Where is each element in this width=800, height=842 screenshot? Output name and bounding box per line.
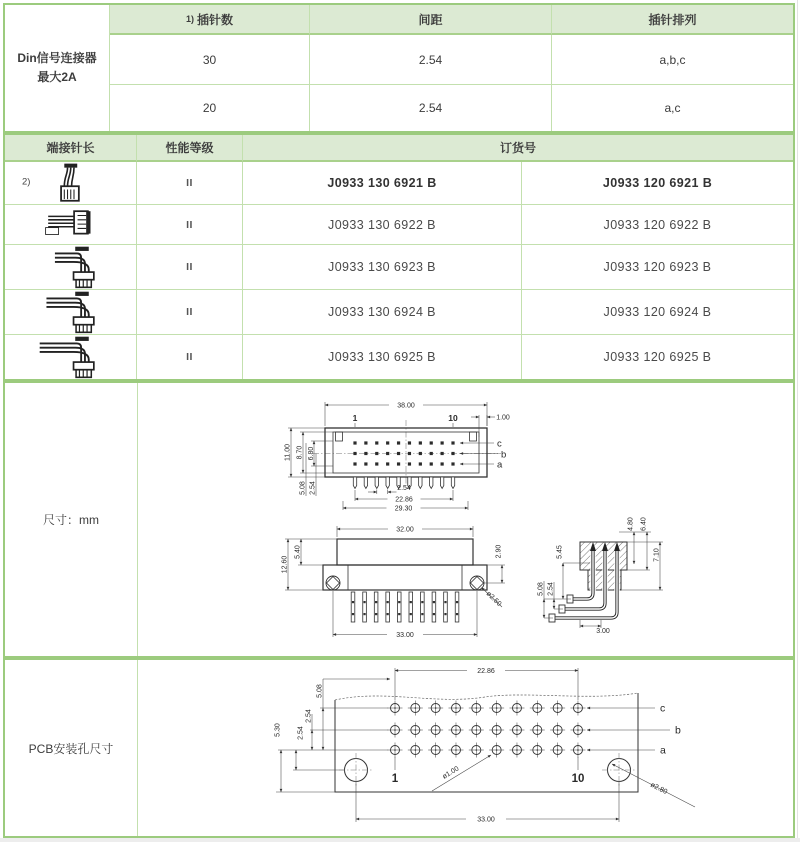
order-number-cell — [243, 290, 522, 335]
order-number-cell — [522, 205, 793, 245]
dim-pcb-254a: 2.54 — [297, 726, 305, 740]
pcb-section — [3, 658, 795, 838]
straight-pin-connector-icon — [43, 206, 98, 244]
pin-count-value: 30 — [110, 35, 310, 85]
grade-value: II — [137, 245, 243, 290]
grade-value: II — [137, 162, 243, 205]
header-pin-length: 端接针长 — [5, 135, 137, 162]
page-bottom-edge — [0, 838, 800, 842]
dim-hole-span: 33.00 — [396, 631, 414, 639]
dim-pin-pitch: 2.54 — [397, 485, 411, 492]
product-name: Din信号连接器 — [17, 51, 97, 66]
pcb-hole-grid — [388, 701, 586, 758]
dim-total-height: 12.60 — [281, 555, 289, 574]
dim-row-span: 5.08 — [299, 481, 307, 495]
dim-front-width: 32.00 — [396, 526, 414, 534]
contact-grid — [353, 441, 454, 465]
header-grade: 性能等级 — [137, 135, 243, 162]
pin-style-cell — [5, 205, 137, 245]
order-number-cell — [522, 335, 793, 379]
header-pin-count — [110, 5, 310, 35]
dim-key-width: 1.00 — [496, 414, 510, 422]
right-angle-pin-icon-short — [38, 245, 102, 289]
header-arrangement: 插针排列 — [552, 5, 793, 35]
dim-pcb-254b: 2.54 — [305, 709, 313, 723]
dim-pcb-dia28: ø2.80 — [649, 781, 669, 796]
pin-style-cell — [5, 335, 137, 379]
pcb-label: PCB安装孔尺寸 — [5, 660, 138, 836]
dim-body-width: 29.30 — [394, 505, 413, 513]
pin-style-cell — [5, 290, 137, 335]
product-name-cell — [5, 5, 110, 131]
footnote-1: 1) — [185, 14, 194, 24]
header-pin-count-label: 插针数 — [197, 12, 234, 27]
order-number: J0933 120 6924 B — [603, 305, 712, 319]
dim-upper-height: 5.40 — [294, 545, 302, 559]
dimension-drawings-area — [138, 383, 793, 656]
pin-count-value: 20 — [110, 85, 310, 131]
arrangement-value: a,c — [664, 101, 681, 115]
order-number: J0933 130 6923 B — [328, 260, 436, 274]
pin-1-label: 1 — [352, 413, 358, 423]
dim-ear-height: 2.90 — [495, 544, 503, 559]
dim-pcb-33: 33.00 — [477, 816, 495, 824]
right-angle-pin-icon-long — [38, 335, 102, 379]
dim-side-3: 3.00 — [596, 628, 610, 635]
product-rating: 最大2A — [37, 70, 77, 84]
dim-row-pitch: 2.54 — [309, 481, 317, 495]
pin-style-cell — [5, 162, 137, 205]
order-number-cell — [243, 335, 522, 379]
dim-pcb-530: 5.30 — [274, 723, 282, 737]
dim-side-545: 5.45 — [556, 545, 564, 559]
grade-value: II — [137, 205, 243, 245]
front-view-drawing — [275, 518, 545, 655]
dimensions-label: 尺寸：mm — [5, 383, 138, 656]
row-a-label: a — [497, 459, 503, 471]
dim-pcb-span: 22.86 — [477, 667, 495, 675]
order-number: J0933 130 6924 B — [328, 305, 436, 319]
pin-style-cell — [5, 245, 137, 290]
order-number-cell — [522, 162, 793, 205]
footnote-2: 2) — [22, 176, 31, 188]
grade-value: II — [137, 335, 243, 379]
side-view-drawing — [533, 498, 710, 655]
dim-side-71: 7.10 — [653, 548, 661, 562]
pitch-value: 2.54 — [310, 35, 552, 85]
dim-side-508: 5.08 — [537, 582, 545, 596]
pcb-pin-1-label: 1 — [391, 773, 399, 785]
dim-pcb-dia1: ø1.00 — [441, 765, 461, 781]
dim-height-68: 6.80 — [307, 446, 315, 461]
grade-value: II — [137, 290, 243, 335]
order-number: J0933 130 6925 B — [328, 350, 436, 364]
order-number: J0933 120 6925 B — [603, 350, 712, 364]
spec-table — [3, 3, 795, 133]
pcb-row-a-label: a — [660, 744, 666, 757]
dim-height-87: 8.70 — [296, 445, 304, 460]
order-number-cell — [243, 162, 522, 205]
dim-side-64: 6.40 — [640, 517, 648, 531]
pcb-layout-drawing — [150, 660, 770, 836]
row-c-label: c — [497, 438, 502, 450]
order-number-cell — [522, 290, 793, 335]
arrangement-value: a,b,c — [552, 35, 793, 85]
dim-height-11: 11.00 — [284, 444, 292, 461]
vertical-pin-connector-icon — [53, 162, 89, 204]
pcb-pin-10-label: 10 — [571, 773, 585, 785]
order-number: J0933 130 6922 B — [328, 217, 436, 232]
dimensions-section — [3, 381, 795, 658]
header-order-number: 订货号 — [243, 135, 793, 162]
order-table — [3, 133, 795, 381]
pcb-row-c-label: c — [660, 702, 666, 715]
dim-side-48: 4.80 — [627, 517, 635, 531]
pitch-value: 2.54 — [310, 85, 552, 131]
dim-overall-width: 38.00 — [397, 402, 415, 410]
dim-pin-span: 22.86 — [395, 496, 413, 504]
dim-hole-diameter: ø2.50 — [484, 590, 503, 608]
dim-side-254: 2.54 — [547, 582, 555, 596]
dim-pcb-508: 5.08 — [316, 684, 324, 698]
pcb-drawing-area — [138, 660, 793, 836]
pin-10-label: 10 — [448, 413, 458, 423]
order-number-cell — [243, 205, 522, 245]
order-number: J0933 120 6923 B — [603, 260, 712, 274]
right-angle-pin-icon-medium — [38, 290, 102, 334]
front-pins — [351, 592, 459, 622]
page-right-edge — [797, 0, 798, 842]
row-b-label: b — [501, 449, 507, 461]
order-number: J0933 120 6922 B — [603, 217, 712, 232]
order-number-cell — [243, 245, 522, 290]
order-number-cell — [522, 245, 793, 290]
order-number: J0933 120 6921 B — [602, 176, 713, 190]
pcb-row-b-label: b — [675, 724, 681, 737]
header-pitch: 间距 — [310, 5, 552, 35]
order-number: J0933 130 6921 B — [327, 176, 437, 190]
